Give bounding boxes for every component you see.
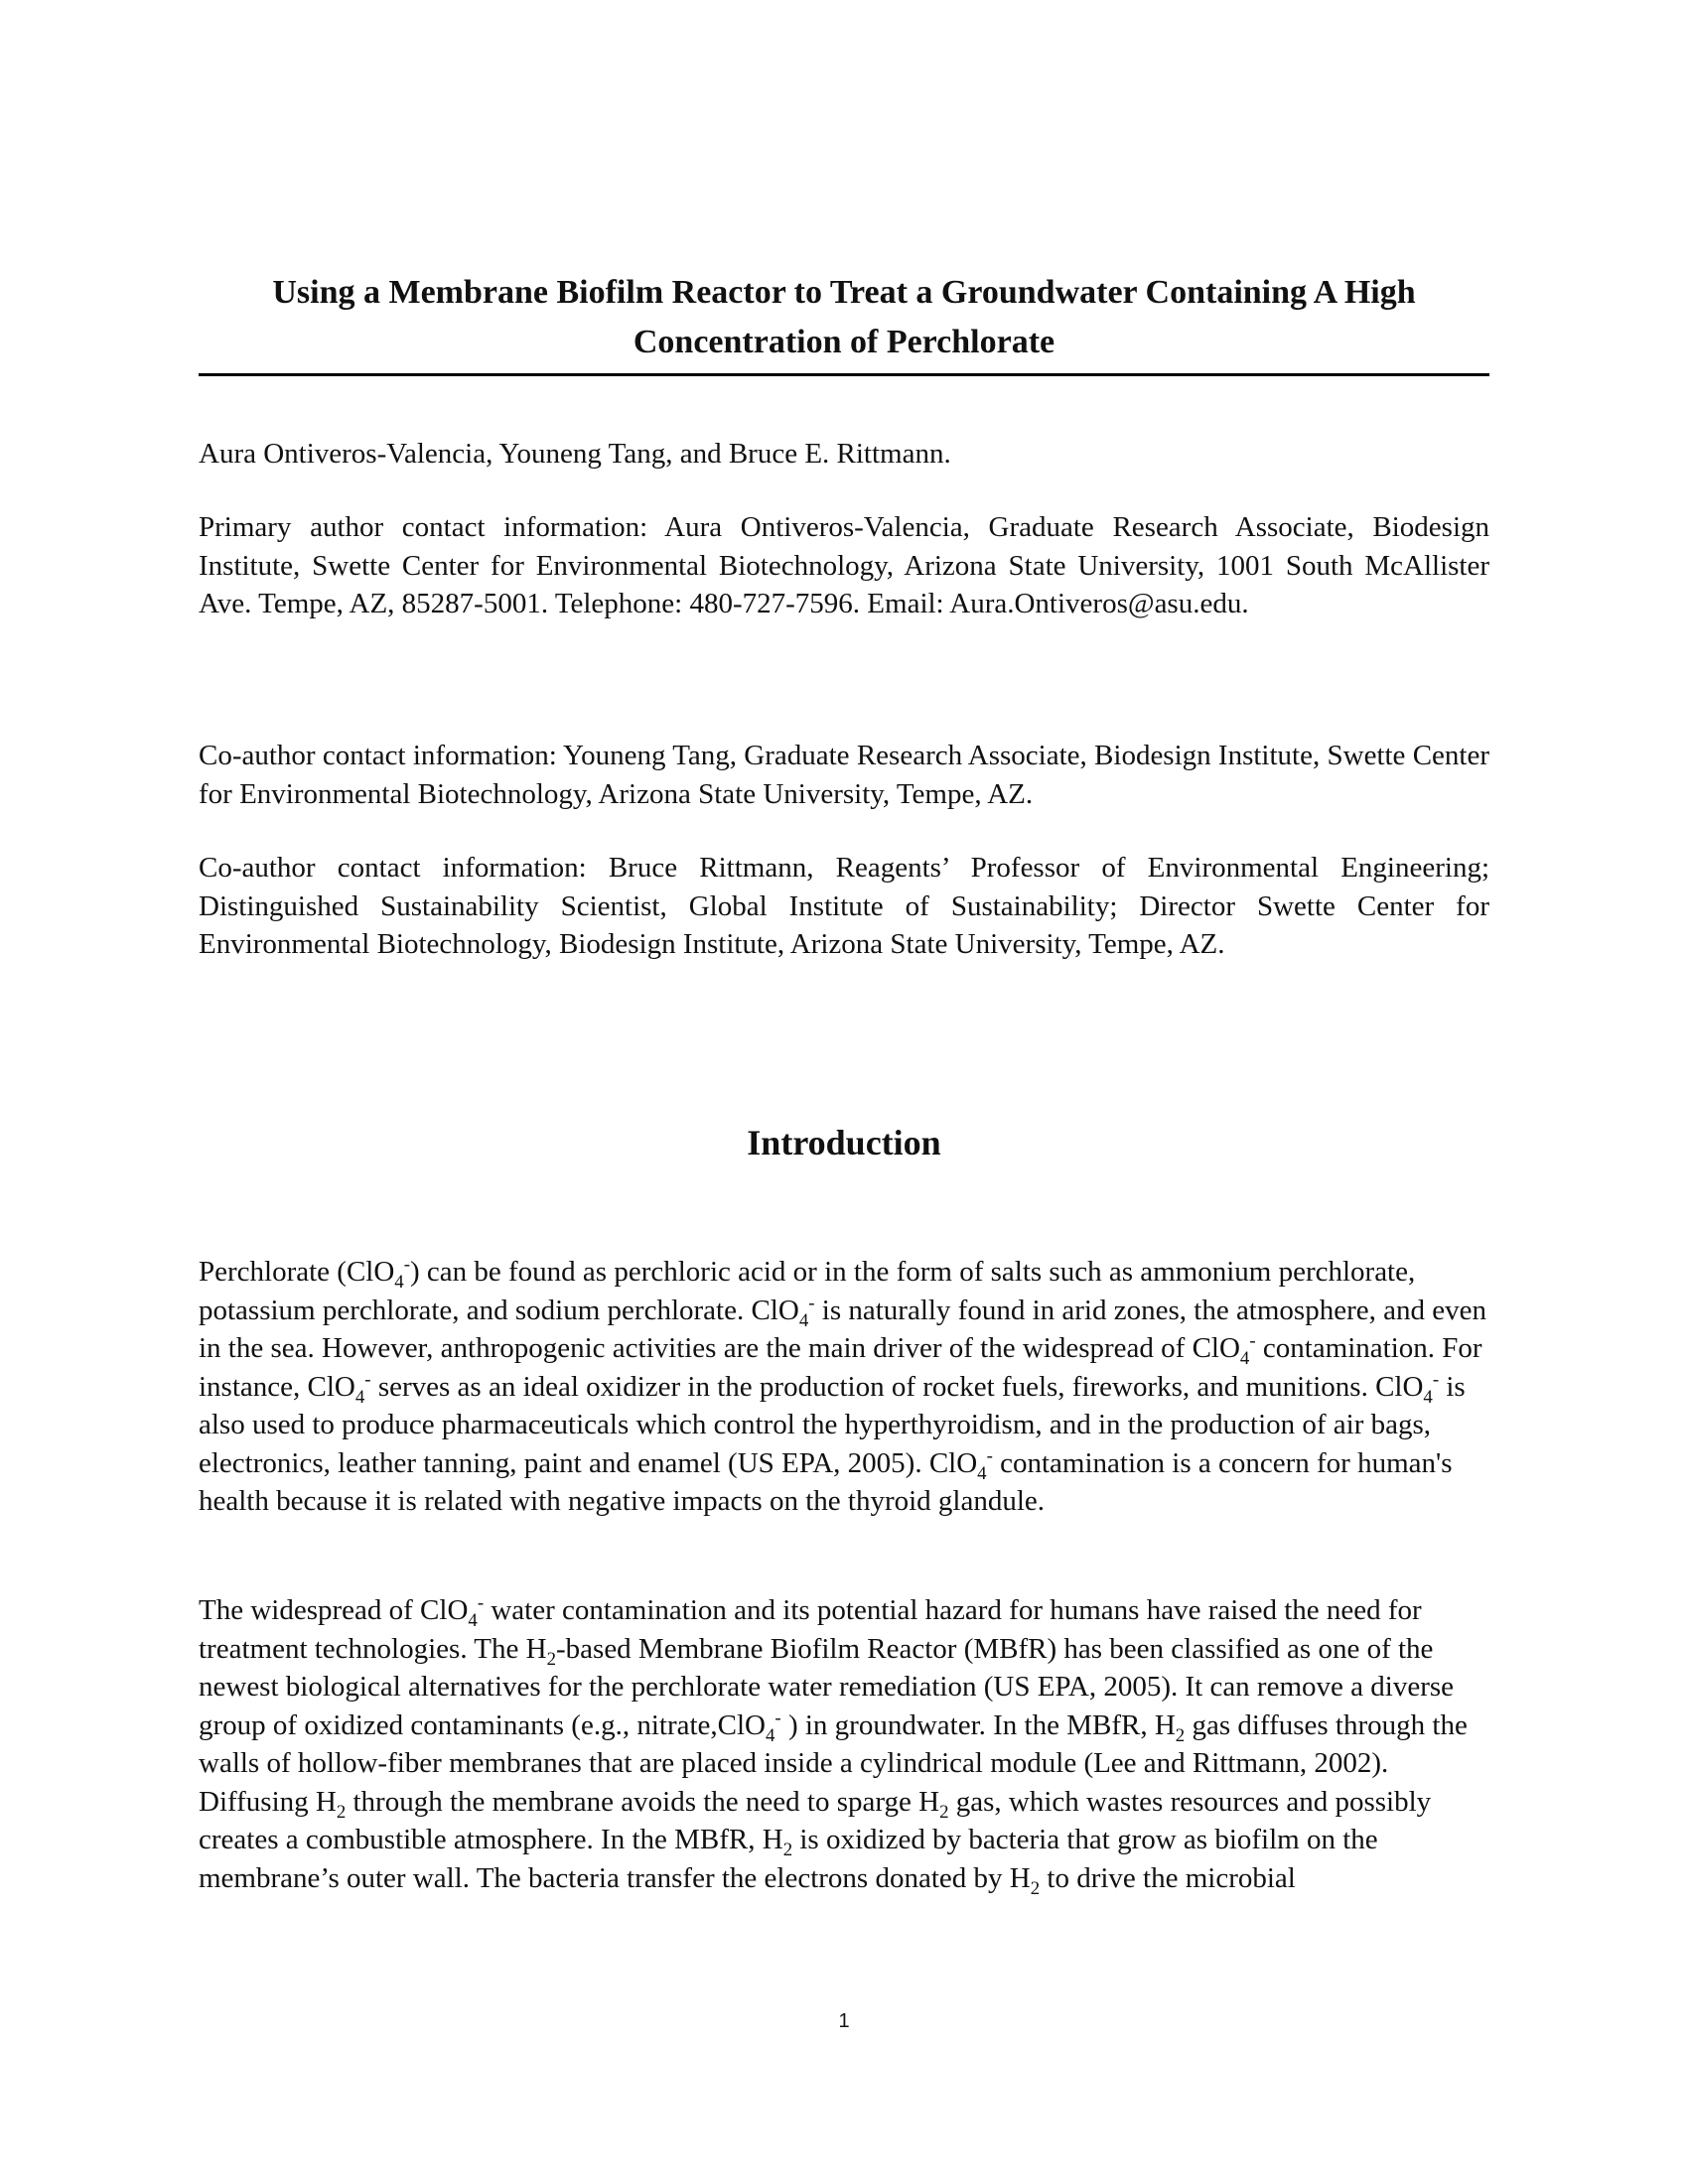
author-list: Aura Ontiveros-Valencia, Youneng Tang, and Bruce E. Rittmann.: [199, 438, 951, 470]
page-number: 1: [838, 2010, 850, 2032]
intro-paragraph-2: The widespread of ClO$_4$- water contamination and its potential hazard for humans have raised the need for treatment technologies. The $H_2$-based Membrane Biofilm Reactor (MBfR) has been classified as one of the newest biological alternatives for the perchlorate water remediation (US EPA, 2005). It can remove a diverse group of oxidized contaminants (e.g., nitrate,ClO$_4$- ) in groundwater. In the MBfR, $H_2$ gas diffuses through the walls of hollow-fiber membranes that are placed inside a cylindrical module (Lee and Rittmann, 2002). Diffusing $H_2$ through the membrane avoids the need to sparge $H_2$ gas, which wastes resources and possibly creates a combustible atmosphere. In the MBfR, $H_2$ is oxidized by bacteria that grow as biofilm on the membrane’s outer wall. The bacteria transfer the electrons donated by $H_2$ to drive the microbial: [199, 1592, 1468, 1899]
section-heading-introduction: Introduction: [747, 1123, 941, 1162]
intro-paragraph-1: Perchlorate (ClO$_4$-) can be found as perchloric acid or in the form of salts such as ammonium perchlorate, potassium perchlorate, and sodium perchlorate. ClO$_4$- is naturally found in arid zones, the atmosphere, and even in the sea. However, anthropogenic activities are the main driver of the widespread of ClO$_4$- contamination. For instance, ClO$_4$- serves as an ideal oxidizer in the production of rocket fuels, fireworks, and munitions. ClO$_4$- is also used to produce pharmaceuticals which control the hyperthyroidism, and in the production of air bags, electronics, leather tanning, paint and enamel (US EPA, 2005). ClO$_4$- contamination is a concern for human's health because it is related with negative impacts on the thyroid glandule.: [199, 1254, 1486, 1517]
coauthor-contact-rittmann: Co-author contact information: Bruce Rittmann, Reagents’ Professor of Environmental Engineering; Distinguished Sustainability Scientist, Global Institute of Sustainability; Director Swette Center for Environmental Biotechnology, Biodesign Institute, Arizona State University, Tempe, AZ.: [199, 852, 1489, 960]
title-rule: [199, 373, 1489, 376]
coauthor-contact-tang: Co-author contact information: Youneng Tang, Graduate Research Associate, Biodesign Institute, Swette Center for Environmental Biotechnology, Arizona State University, Tempe, AZ.: [199, 740, 1489, 810]
primary-author-contact: Primary author contact information: Aura Ontiveros-Valencia, Graduate Research Associate, Biodesign Institute, Swette Center for Environmental Biotechnology, Arizona State University, 1001 South McAllister Ave. Tempe, AZ, 85287-5001. Telephone: 480-727-7596. Email: Aura.Ontiveros@asu.edu.: [199, 511, 1489, 619]
paper-title: Using a Membrane Biofilm Reactor to Treat a Groundwater Containing A High Concentration of Perchlorate: [272, 274, 1416, 360]
